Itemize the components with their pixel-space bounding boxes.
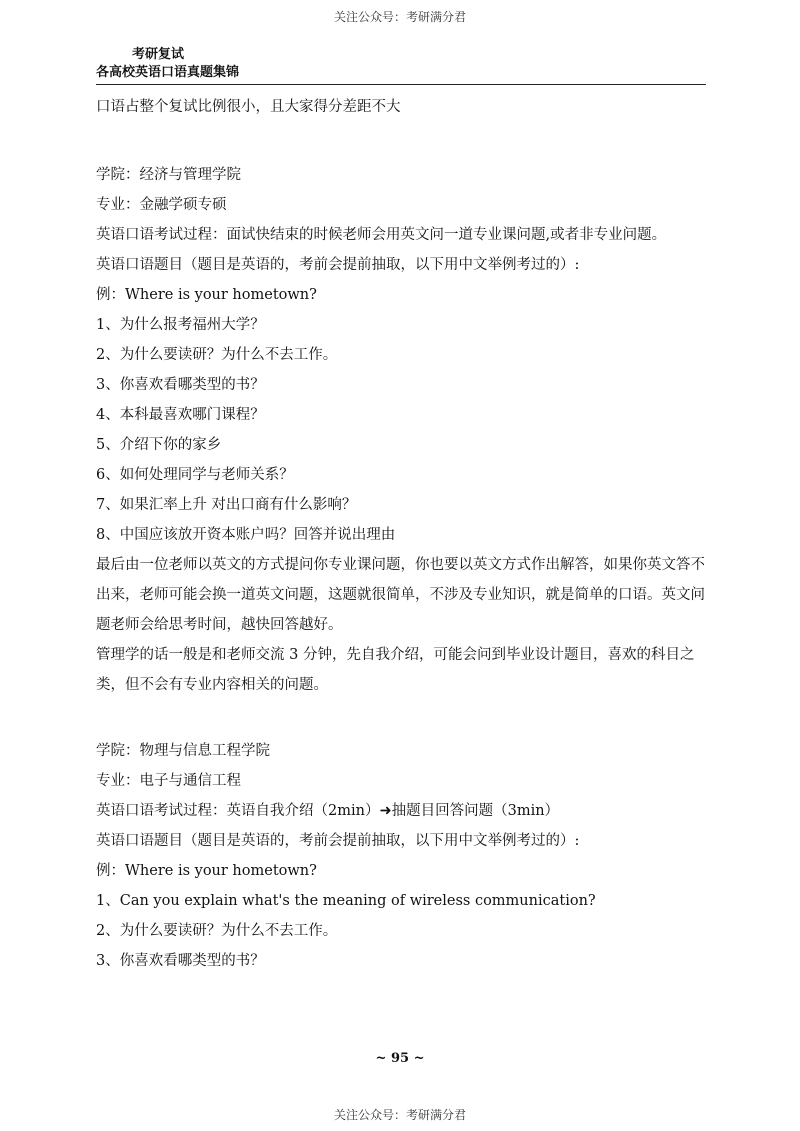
spacer <box>96 700 706 736</box>
question-item: 4、本科最喜欢哪门课程？ <box>96 407 265 423</box>
major-label: 专业：金融学硕专硕 <box>96 197 227 213</box>
question-item: 3、你喜欢看哪类型的书？ <box>96 377 265 393</box>
college-label: 学院：物理与信息工程学院 <box>96 743 270 759</box>
question-item: 8、中国应该放开资本账户吗？回答并说出理由 <box>96 527 396 543</box>
spacer <box>96 122 706 160</box>
question-item: 2、为什么要读研？为什么不去工作。 <box>96 923 338 939</box>
page-header <box>96 46 704 82</box>
exam-process: 英语口语考试过程：面试快结束的时候老师会用英文问一道专业课问题,或者非专业问题。 <box>96 227 667 243</box>
exam-process: 英语口语考试过程：英语自我介绍（2min）➜抽题目回答问题（3min） <box>96 803 560 819</box>
note-paragraph: 管理学的话一般是和老师交流 3 分钟，先自我介绍，可能会问到毕业设计题目，喜欢的科目之类，但不会有专业内容相关的问题。 <box>96 647 695 693</box>
question-item: 2、为什么要读研？为什么不去工作。 <box>96 347 338 363</box>
example-question: 例：Where is your hometown? <box>96 863 317 879</box>
question-item: 7、如果汇率上升 对出口商有什么影响？ <box>96 497 357 513</box>
intro-text: 口语占整个复试比例很小，且大家得分差距不大 <box>96 99 401 115</box>
question-item: 3、你喜欢看哪类型的书？ <box>96 953 265 969</box>
note-paragraph: 最后由一位老师以英文的方式提问你专业课问题，你也要以英文方式作出解答，如果你英文答不出来，老师可能会换一道英文问题，这题就很简单，不涉及专业知识，就是简单的口语。英文问题老师会给思考时间，越快回答越好。 <box>96 557 705 633</box>
section-economics-management <box>96 160 706 700</box>
header-divider <box>96 84 706 85</box>
question-item: 1、为什么报考福州大学？ <box>96 317 265 333</box>
section-physics-info-engineering <box>96 736 706 976</box>
watermark-top: 关注公众号：考研满分君 <box>333 10 466 24</box>
watermark-bottom: 关注公众号：考研满分君 <box>333 1108 466 1122</box>
college-label: 学院：经济与管理学院 <box>96 167 241 183</box>
example-question: 例：Where is your hometown? <box>96 287 317 303</box>
question-item: 1、Can you explain what's the meaning of wireless communication? <box>96 893 596 909</box>
header-title: 考研复试 <box>132 47 185 62</box>
questions-intro: 英语口语题目（题目是英语的，考前会提前抽取，以下用中文举例考过的）: <box>96 257 580 273</box>
questions-intro: 英语口语题目（题目是英语的，考前会提前抽取，以下用中文举例考过的）: <box>96 833 580 849</box>
document-body <box>96 92 706 976</box>
header-subtitle: 各高校英语口语真题集锦 <box>96 65 240 80</box>
question-item: 6、如何处理同学与老师关系？ <box>96 467 294 483</box>
question-item: 5、介绍下你的家乡 <box>96 437 222 453</box>
major-label: 专业：电子与通信工程 <box>96 773 241 789</box>
page-number: ~ 95 ~ <box>375 1051 425 1066</box>
